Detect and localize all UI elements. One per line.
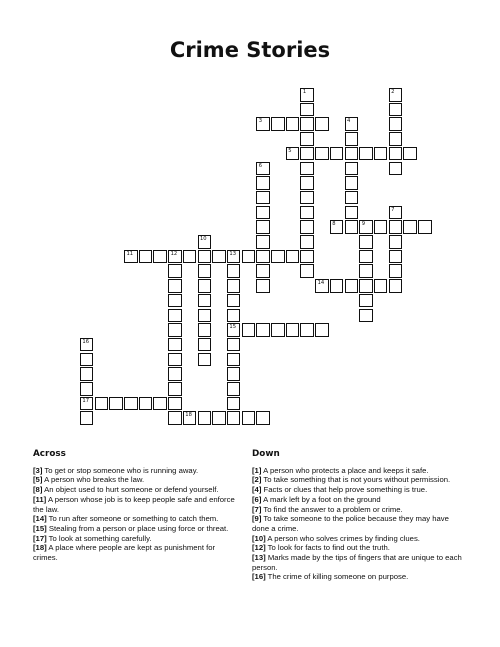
clue-label: [16]	[252, 572, 266, 582]
grid-cell[interactable]	[403, 147, 417, 161]
grid-cell[interactable]	[389, 206, 403, 220]
clue-text: A person who protects a place and keeps it safe.	[263, 465, 429, 475]
down-clue	[252, 553, 467, 572]
clue-text: A person whose job is to keep people safe and enforce the law.	[33, 494, 235, 514]
grid-cell[interactable]	[286, 117, 300, 131]
grid-cell[interactable]	[345, 162, 359, 176]
down-clue	[252, 485, 467, 495]
across-clue	[33, 475, 238, 485]
grid-cell[interactable]	[109, 397, 123, 411]
grid-cell[interactable]	[256, 235, 270, 249]
grid-cell[interactable]	[359, 220, 373, 234]
grid-cell[interactable]	[168, 367, 182, 381]
grid-cell[interactable]	[403, 220, 417, 234]
grid-cell[interactable]	[286, 250, 300, 264]
clue-label: [17]	[33, 533, 47, 543]
clue-number: 9	[361, 221, 365, 228]
grid-cell[interactable]	[389, 147, 403, 161]
clue-number: 5	[288, 147, 292, 154]
puzzle-title: Crime Stories	[169, 38, 331, 62]
clue-text: To run after someone or something to catch them.	[48, 514, 219, 524]
clue-text: An object used to hurt someone or defend yourself.	[44, 485, 219, 495]
grid-cell[interactable]	[227, 338, 241, 352]
clue-label: [1]	[252, 465, 262, 475]
clue-text: To get or stop someone who is running away.	[44, 465, 199, 475]
grid-cell[interactable]	[198, 323, 212, 337]
grid-cell[interactable]	[300, 220, 314, 234]
across-clue	[33, 514, 238, 524]
grid-cell[interactable]	[139, 397, 153, 411]
clue-label: [12]	[252, 543, 266, 553]
clue-text: To find the answer to a problem or crime.	[263, 504, 403, 514]
clue-number: 6	[258, 162, 263, 169]
grid-cell[interactable]	[300, 264, 314, 278]
grid-cell[interactable]	[256, 250, 270, 264]
grid-cell[interactable]	[256, 264, 270, 278]
grid-cell[interactable]	[256, 411, 270, 425]
grid-cell[interactable]	[153, 397, 167, 411]
grid-cell[interactable]	[168, 382, 182, 396]
clue-label: [3]	[33, 465, 43, 475]
clue-number: 12	[170, 250, 178, 257]
clue-label: [14]	[33, 514, 47, 524]
grid-cell[interactable]	[168, 294, 182, 308]
grid-cell[interactable]	[300, 117, 314, 131]
grid-cell[interactable]	[227, 309, 241, 323]
grid-cell[interactable]	[227, 353, 241, 367]
grid-cell[interactable]	[330, 220, 344, 234]
clue-text: A person who breaks the law.	[44, 475, 145, 485]
grid-cell[interactable]	[168, 338, 182, 352]
grid-cell[interactable]	[198, 279, 212, 293]
clue-text: A person who solves crimes by finding clues.	[267, 533, 420, 543]
across-clue	[33, 524, 238, 534]
grid-cell[interactable]	[256, 279, 270, 293]
grid-cell[interactable]	[330, 147, 344, 161]
grid-cell[interactable]	[227, 294, 241, 308]
grid-cell[interactable]	[227, 382, 241, 396]
grid-cell[interactable]	[95, 397, 109, 411]
grid-cell[interactable]	[198, 250, 212, 264]
grid-cell[interactable]	[227, 264, 241, 278]
clue-text: To look at something carefully.	[48, 533, 152, 543]
clue-number: 13	[229, 250, 236, 257]
grid-cell[interactable]	[168, 264, 182, 278]
clue-number: 2	[391, 89, 395, 95]
grid-cell[interactable]	[389, 264, 403, 278]
grid-cell[interactable]	[300, 88, 314, 102]
across-clue-list	[33, 466, 238, 563]
clue-label: [15]	[33, 523, 47, 533]
grid-cell[interactable]	[153, 250, 167, 264]
grid-cell[interactable]	[256, 206, 270, 220]
across-clues	[33, 450, 238, 563]
grid-cell[interactable]	[315, 147, 329, 161]
clue-text: Facts or clues that help prove something is true.	[263, 485, 428, 495]
clue-text: Stealing from a person or place using force or threat.	[48, 523, 229, 533]
clue-text: To take something that is not yours without permission.	[263, 475, 451, 485]
grid-cell[interactable]	[227, 367, 241, 381]
grid-cell[interactable]	[300, 250, 314, 264]
grid-cell[interactable]	[374, 147, 388, 161]
grid-cell[interactable]	[271, 323, 285, 337]
grid-cell[interactable]	[80, 353, 94, 367]
grid-cell[interactable]	[315, 117, 329, 131]
grid-cell[interactable]	[389, 103, 403, 117]
grid-cell[interactable]	[389, 279, 403, 293]
grid-cell[interactable]	[198, 294, 212, 308]
grid-cell[interactable]	[286, 147, 300, 161]
clue-number: 16	[82, 338, 89, 345]
grid-cell[interactable]	[168, 250, 182, 264]
clue-text: A place where people are kept as punishment for crimes.	[33, 543, 216, 563]
clue-number: 7	[391, 206, 395, 213]
clue-text: The crime of killing someone on purpose.	[267, 572, 409, 582]
clue-number: 11	[126, 250, 134, 257]
grid-cell[interactable]	[168, 309, 182, 323]
grid-cell[interactable]	[271, 250, 285, 264]
down-clue-list	[252, 466, 467, 582]
grid-cell[interactable]	[359, 147, 373, 161]
grid-cell[interactable]	[124, 250, 138, 264]
grid-cell[interactable]	[345, 176, 359, 190]
grid-cell[interactable]	[300, 191, 314, 205]
clue-text: Marks made by the tips of fingers that are unique to each person.	[252, 553, 462, 572]
grid-cell[interactable]	[374, 279, 388, 293]
grid-cell[interactable]	[345, 132, 359, 146]
grid-cell[interactable]	[286, 323, 300, 337]
grid-cell[interactable]	[183, 411, 197, 425]
grid-cell[interactable]	[198, 235, 212, 249]
grid-cell[interactable]	[345, 117, 359, 131]
grid-cell[interactable]	[227, 397, 241, 411]
grid-cell[interactable]	[227, 250, 241, 264]
grid-cell[interactable]	[389, 88, 403, 102]
clue-number: 17	[82, 397, 89, 404]
grid-cell[interactable]	[300, 132, 314, 146]
grid-cell[interactable]	[212, 411, 226, 425]
clue-label: [7]	[252, 504, 262, 514]
clue-label: [11]	[33, 494, 47, 504]
clue-label: [9]	[252, 514, 262, 524]
grid-cell[interactable]	[345, 206, 359, 220]
grid-cell[interactable]	[80, 367, 94, 381]
clue-number: 10	[200, 236, 207, 242]
clue-number: 18	[185, 412, 192, 419]
grid-cell[interactable]	[80, 338, 94, 352]
grid-cell[interactable]	[374, 220, 388, 234]
grid-cell[interactable]	[315, 323, 329, 337]
grid-cell[interactable]	[168, 279, 182, 293]
across-clue	[33, 495, 238, 514]
clue-label: [5]	[33, 475, 43, 485]
clue-label: [2]	[252, 475, 262, 485]
grid-cell[interactable]	[198, 411, 212, 425]
grid-cell[interactable]	[80, 411, 94, 425]
clue-label: [6]	[252, 494, 262, 504]
grid-cell[interactable]	[256, 176, 270, 190]
down-clue	[252, 534, 467, 544]
grid-cell[interactable]	[256, 162, 270, 176]
grid-cell[interactable]	[256, 220, 270, 234]
clue-number: 3	[258, 118, 263, 125]
grid-cell[interactable]	[418, 220, 432, 234]
grid-cell[interactable]	[80, 397, 94, 411]
grid-cell[interactable]	[256, 323, 270, 337]
grid-cell[interactable]	[256, 191, 270, 205]
down-clue	[252, 495, 467, 505]
clue-number: 8	[332, 221, 336, 228]
down-clue	[252, 543, 467, 553]
down-heading: Down	[252, 449, 280, 459]
grid-cell[interactable]	[300, 176, 314, 190]
clue-label: [10]	[252, 533, 266, 543]
grid-cell[interactable]	[359, 250, 373, 264]
grid-cell[interactable]	[359, 279, 373, 293]
across-clue	[33, 466, 238, 476]
grid-cell[interactable]	[168, 353, 182, 367]
across-clue	[33, 543, 238, 562]
grid-cell[interactable]	[359, 264, 373, 278]
clue-text: To take someone to the police because they may have done a crime.	[252, 514, 449, 533]
grid-cell[interactable]	[212, 250, 226, 264]
across-clue	[33, 534, 238, 544]
grid-cell[interactable]	[389, 220, 403, 234]
grid-cell[interactable]	[389, 117, 403, 131]
down-clue	[252, 572, 467, 582]
down-clue	[252, 466, 467, 476]
grid-cell[interactable]	[345, 147, 359, 161]
grid-cell[interactable]	[300, 162, 314, 176]
grid-cell[interactable]	[242, 411, 256, 425]
grid-cell[interactable]	[227, 323, 241, 337]
clue-label: [13]	[252, 553, 266, 563]
grid-cell[interactable]	[300, 235, 314, 249]
grid-cell[interactable]	[198, 264, 212, 278]
grid-cell[interactable]	[330, 279, 344, 293]
grid-cell[interactable]	[256, 117, 270, 131]
grid-cell[interactable]	[80, 382, 94, 396]
grid-cell[interactable]	[124, 397, 138, 411]
clue-label: [8]	[33, 485, 43, 495]
grid-cell[interactable]	[300, 147, 314, 161]
down-clues	[252, 450, 467, 582]
across-clue	[33, 485, 238, 495]
clue-label: [4]	[252, 485, 262, 495]
grid-cell[interactable]	[345, 279, 359, 293]
grid-cell[interactable]	[345, 191, 359, 205]
clue-number: 15	[229, 324, 236, 331]
clue-number: 14	[317, 280, 325, 287]
grid-cell[interactable]	[300, 103, 314, 117]
grid-cell[interactable]	[242, 250, 256, 264]
clue-number: 4	[347, 118, 351, 125]
grid-cell[interactable]	[227, 411, 241, 425]
grid-cell[interactable]	[315, 279, 329, 293]
grid-cell[interactable]	[168, 323, 182, 337]
grid-cell[interactable]	[168, 397, 182, 411]
down-clue	[252, 505, 467, 515]
grid-cell[interactable]	[389, 250, 403, 264]
clue-text: To look for facts to find out the truth.	[267, 543, 390, 553]
clue-text: A mark left by a foot on the ground	[263, 494, 381, 504]
grid-cell[interactable]	[359, 235, 373, 249]
clue-label: [18]	[33, 543, 47, 553]
grid-cell[interactable]	[139, 250, 153, 264]
grid-cell[interactable]	[359, 294, 373, 308]
grid-cell[interactable]	[242, 323, 256, 337]
down-clue	[252, 475, 467, 485]
across-heading: Across	[33, 449, 66, 459]
down-clue	[252, 514, 467, 533]
grid-cell[interactable]	[198, 309, 212, 323]
grid-cell[interactable]	[198, 353, 212, 367]
grid-cell[interactable]	[198, 338, 212, 352]
grid-cell[interactable]	[227, 279, 241, 293]
grid-cell[interactable]	[389, 132, 403, 146]
grid-cell[interactable]	[345, 220, 359, 234]
clue-number: 1	[302, 89, 307, 95]
grid-cell[interactable]	[389, 235, 403, 249]
grid-cell[interactable]	[300, 323, 314, 337]
grid-cell[interactable]	[389, 162, 403, 176]
grid-cell[interactable]	[183, 250, 197, 264]
grid-cell[interactable]	[300, 206, 314, 220]
grid-cell[interactable]	[359, 309, 373, 323]
grid-cell[interactable]	[168, 411, 182, 425]
grid-cell[interactable]	[271, 117, 285, 131]
